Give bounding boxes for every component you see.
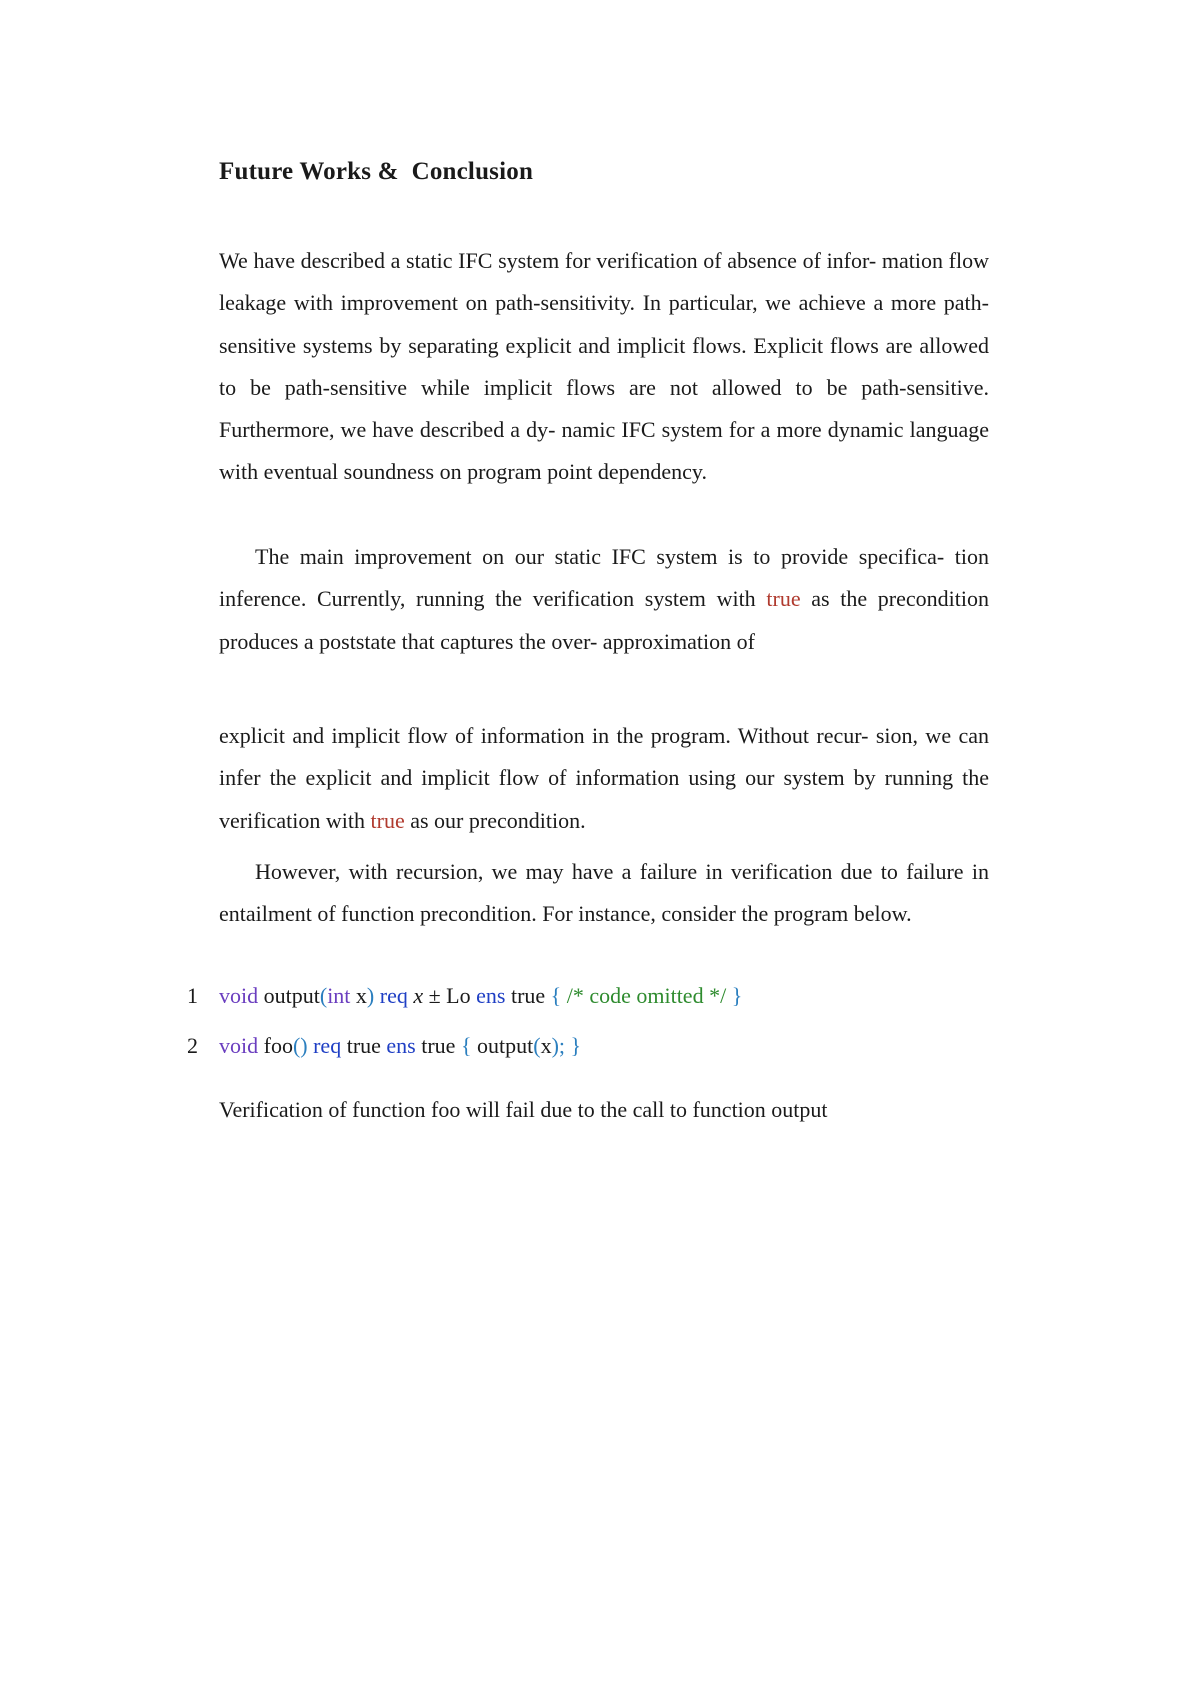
paragraph-text: The main improvement on our static IFC system is to provide specifica- tion inference. Currently, running the verification system with xyxy=(219,544,989,612)
paragraph-inference xyxy=(219,715,989,842)
code-token: req xyxy=(374,983,408,1008)
paragraph-text: as our precondition. xyxy=(404,807,586,833)
section-heading: Future Works & Conclusion xyxy=(219,158,534,185)
line-number: 1 xyxy=(187,983,198,1008)
code-token: void xyxy=(219,1033,259,1058)
code-token: ); xyxy=(551,1033,566,1058)
paragraph-improvement xyxy=(219,536,989,663)
code-token: int xyxy=(327,983,351,1008)
closing-sentence: Verification of function foo will fail due to the call to function output xyxy=(219,1097,828,1122)
code-token: output xyxy=(258,983,320,1008)
code-token: { xyxy=(550,983,562,1008)
code-token: } xyxy=(731,983,743,1008)
code-token: x xyxy=(540,1033,552,1058)
paragraph-text: explicit and implicit flow of information in the program. Without recur- sion, we can infer the explicit and implicit flow of information using our system by running the verification with xyxy=(219,723,989,833)
code-token: ± Lo xyxy=(423,983,477,1008)
line-number: 2 xyxy=(187,1033,198,1058)
code-token: req xyxy=(307,1033,342,1058)
code-line-1 xyxy=(187,983,742,1009)
paragraph-text: as the precondition produces a poststate that captures the over- approximation of xyxy=(219,586,989,654)
code-token: foo xyxy=(258,1033,293,1058)
code-token: ) xyxy=(366,983,375,1008)
keyword-true: true xyxy=(370,807,405,833)
code-token: ( xyxy=(319,983,328,1008)
code-token: true xyxy=(415,1033,461,1058)
code-token: } xyxy=(565,1033,582,1058)
code-line-2 xyxy=(187,1033,581,1059)
code-token: ens xyxy=(476,983,506,1008)
code-token: ( xyxy=(533,1033,541,1058)
code-comment: /* code omitted */ xyxy=(561,983,732,1008)
code-token: true xyxy=(505,983,551,1008)
code-token: x xyxy=(350,983,367,1008)
code-token: () xyxy=(292,1033,308,1058)
code-token: ens xyxy=(386,1033,416,1058)
code-token: output xyxy=(471,1033,534,1058)
code-token: true xyxy=(341,1033,387,1058)
paragraph-summary: We have described a static IFC system for verification of absence of infor- mation flow leakage with improvement on path-sensitivity. In particular, we achieve a more path-sensitive systems by separating explicit and implicit flows. Explicit flows are allowed to be path-sensitive while implicit flows are not allowed to be path-sensitive. Furthermore, we have described a dy- namic IFC system for a more dynamic language with eventual soundness on program point dependency. xyxy=(219,248,989,485)
keyword-true: true xyxy=(766,586,801,612)
code-token: x xyxy=(407,983,424,1008)
code-token: { xyxy=(460,1033,472,1058)
code-token: void xyxy=(219,983,259,1008)
paragraph-recursion: However, with recursion, we may have a failure in verification due to failure in entailment of function precondition. For instance, consider the program below. xyxy=(219,859,989,927)
